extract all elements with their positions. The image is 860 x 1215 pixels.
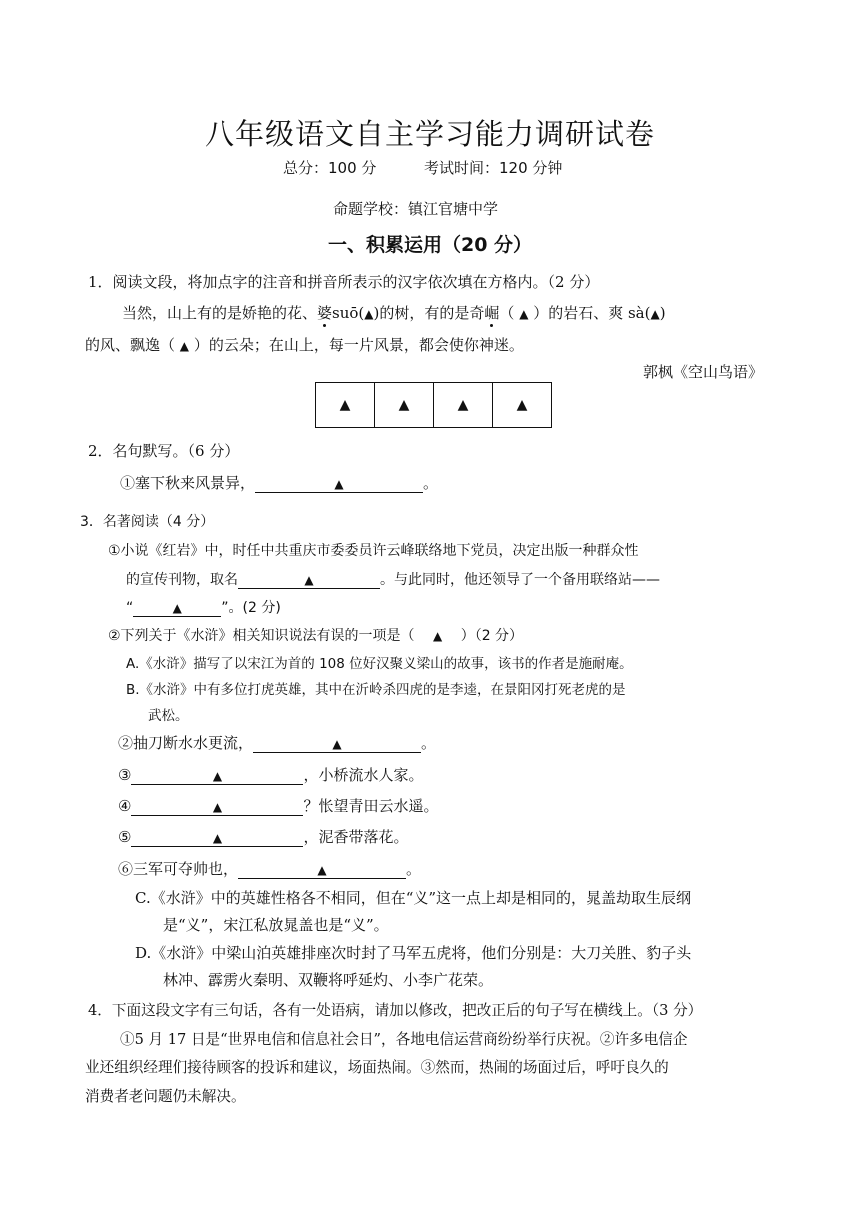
q2-item-4 [118,795,438,816]
answer-blank[interactable] [131,829,303,847]
answer-mark: ▲ [212,831,223,845]
verse-text: ④ [118,797,132,815]
q3-option-d-cont: 林冲、霹雳火秦明、双鞭将呼延灼、小李广花荣。 [163,971,494,989]
q1-text: ）的岩石、爽 sà( [533,304,651,322]
q3-option-b-cont: 武松。 [148,708,189,724]
answer-mark: ▲ [212,769,223,783]
answer-blank[interactable] [131,767,303,785]
answer-boxes [315,382,552,428]
q2-item-6 [118,858,421,879]
q3-text: “ [126,600,134,616]
answer-mark: ▲ [433,629,443,643]
answer-mark: ▲ [332,737,342,751]
q1-source: 郭枫《空山鸟语》 [643,363,764,381]
q1-text: )的树，有的是奇 [373,304,485,322]
q3-s1-line3 [126,597,281,617]
verse-text: ③ [118,766,132,784]
answer-mark: ▲ [172,601,182,615]
verse-text: 。 [423,474,439,492]
answer-mark: ▲ [317,863,327,877]
verse-text: ②抽刀断水水更流， [118,734,254,752]
answer-mark: ▲ [519,307,529,321]
q1-text: ）的云朵；在山上，每一片风景，都会使你神迷。 [193,336,524,354]
answer-blank[interactable] [253,735,421,753]
answer-mark: ▲ [304,573,314,587]
q2-item-2 [118,732,436,753]
answer-mark: ▲ [212,800,223,814]
answer-box[interactable]: ▲ [339,397,351,413]
school: 命题学校：镇江官塘中学 [333,200,499,218]
q4-para-line1: ①5 月 17 日是“世界电信和信息社会日”，各地电信运营商纷纷举行庆祝。②许多电信企 [120,1031,688,1048]
answer-blank[interactable] [131,798,303,816]
q4-para-line3: 消费者老问题仍未解决。 [85,1088,246,1105]
q3-text: 。与此同时，他还领导了一个备用联络站—— [380,572,660,588]
answer-mark: ▲ [364,307,374,321]
q3-option-b: B.《水浒》中有多位打虎英雄，其中在沂岭杀四虎的是李逵，在景阳冈打死老虎的是 [126,682,626,698]
q1-text: ) [659,304,666,322]
verse-text: ⑥三军可夺帅也， [118,860,239,878]
q3-text: ）（2 分） [460,628,524,644]
q2-stem: 2．名句默写。（6 分） [88,442,240,460]
verse-text: ？怅望青田云水遥。 [303,797,439,815]
q3-stem: 3．名著阅读（4 分） [80,514,215,530]
verse-text: ①塞下秋来风景异， [120,474,256,492]
q2-item-3 [118,764,423,785]
total-score: 总分：100 分 [283,159,377,177]
verse-text: ，小桥流水人家。 [303,766,424,784]
answer-box[interactable]: ▲ [374,383,433,427]
q1-stem: 1．阅读文段，将加点字的注音和拼音所表示的汉字依次填在方格内。（2 分） [88,273,600,291]
q3-option-d: D.《水浒》中梁山泊英雄排座次时封了马军五虎将，他们分别是：大刀关胜、豹子头 [135,944,692,962]
q1-text: （ [499,304,515,322]
answer-mark: ▲ [179,339,190,353]
answer-blank[interactable] [238,861,406,879]
q2-item-5 [118,826,408,847]
answer-blank[interactable] [238,572,380,589]
q3-text: ②下列关于《水浒》相关知识说法有误的一项是（ [108,628,415,644]
answer-mark: ▲ [334,477,344,491]
verse-text: ⑤ [118,828,132,846]
exam-time: 考试时间：120 分钟 [424,159,563,177]
q1-line2 [85,334,524,355]
q3-option-c: C.《水浒》中的英雄性格各不相同，但在“义”这一点上却是相同的，晁盖劫取生辰纲 [135,889,692,907]
q3-text: 的宣传刊物，取名 [126,572,238,588]
q3-option-a: A.《水浒》描写了以宋江为首的 108 位好汉聚义梁山的故事，该书的作者是施耐庵。 [126,656,633,672]
q3-s1-line1: ①小说《红岩》中，时任中共重庆市委委员许云峰联络地下党员，决定出版一种群众性 [108,543,639,559]
q1-line1 [122,302,666,323]
answer-blank[interactable] [133,600,221,617]
page-title: 八年级语文自主学习能力调研试卷 [204,117,655,151]
q4-stem: 4．下面这段文字有三句话，各有一处语病，请加以修改，把改正后的句子写在横线上。（3 分） [88,1002,703,1019]
section-title: 一、积累运用（20 分） [327,234,533,256]
q3-option-c-cont: 是“义”，宋江私放晁盖也是“义”。 [163,916,389,934]
verse-text: 。 [406,860,422,878]
q1-text: 的风、飘逸（ [85,336,176,354]
dotted-char: 崛 [484,304,500,322]
answer-blank[interactable] [255,475,423,493]
answer-mark: ▲ [650,307,660,321]
q1-text: suō( [332,304,365,322]
q3-s1-line2 [126,569,660,589]
verse-text: 。 [421,734,437,752]
dotted-char: 婆 [317,304,333,322]
q3-text: ”。(2 分) [221,600,281,616]
answer-box[interactable]: ▲ [492,383,551,427]
answer-box[interactable]: ▲ [433,383,492,427]
q4-para-line2: 业还组织经理们接待顾客的投诉和建议，场面热闹。③然而，热闹的场面过后，呼吁良久的 [85,1059,669,1076]
verse-text: ，泥香带落花。 [303,828,409,846]
q1-text: 当然，山上有的是娇艳的花、 [122,304,318,322]
q2-item-1 [120,472,438,493]
q3-s2 [108,625,523,645]
